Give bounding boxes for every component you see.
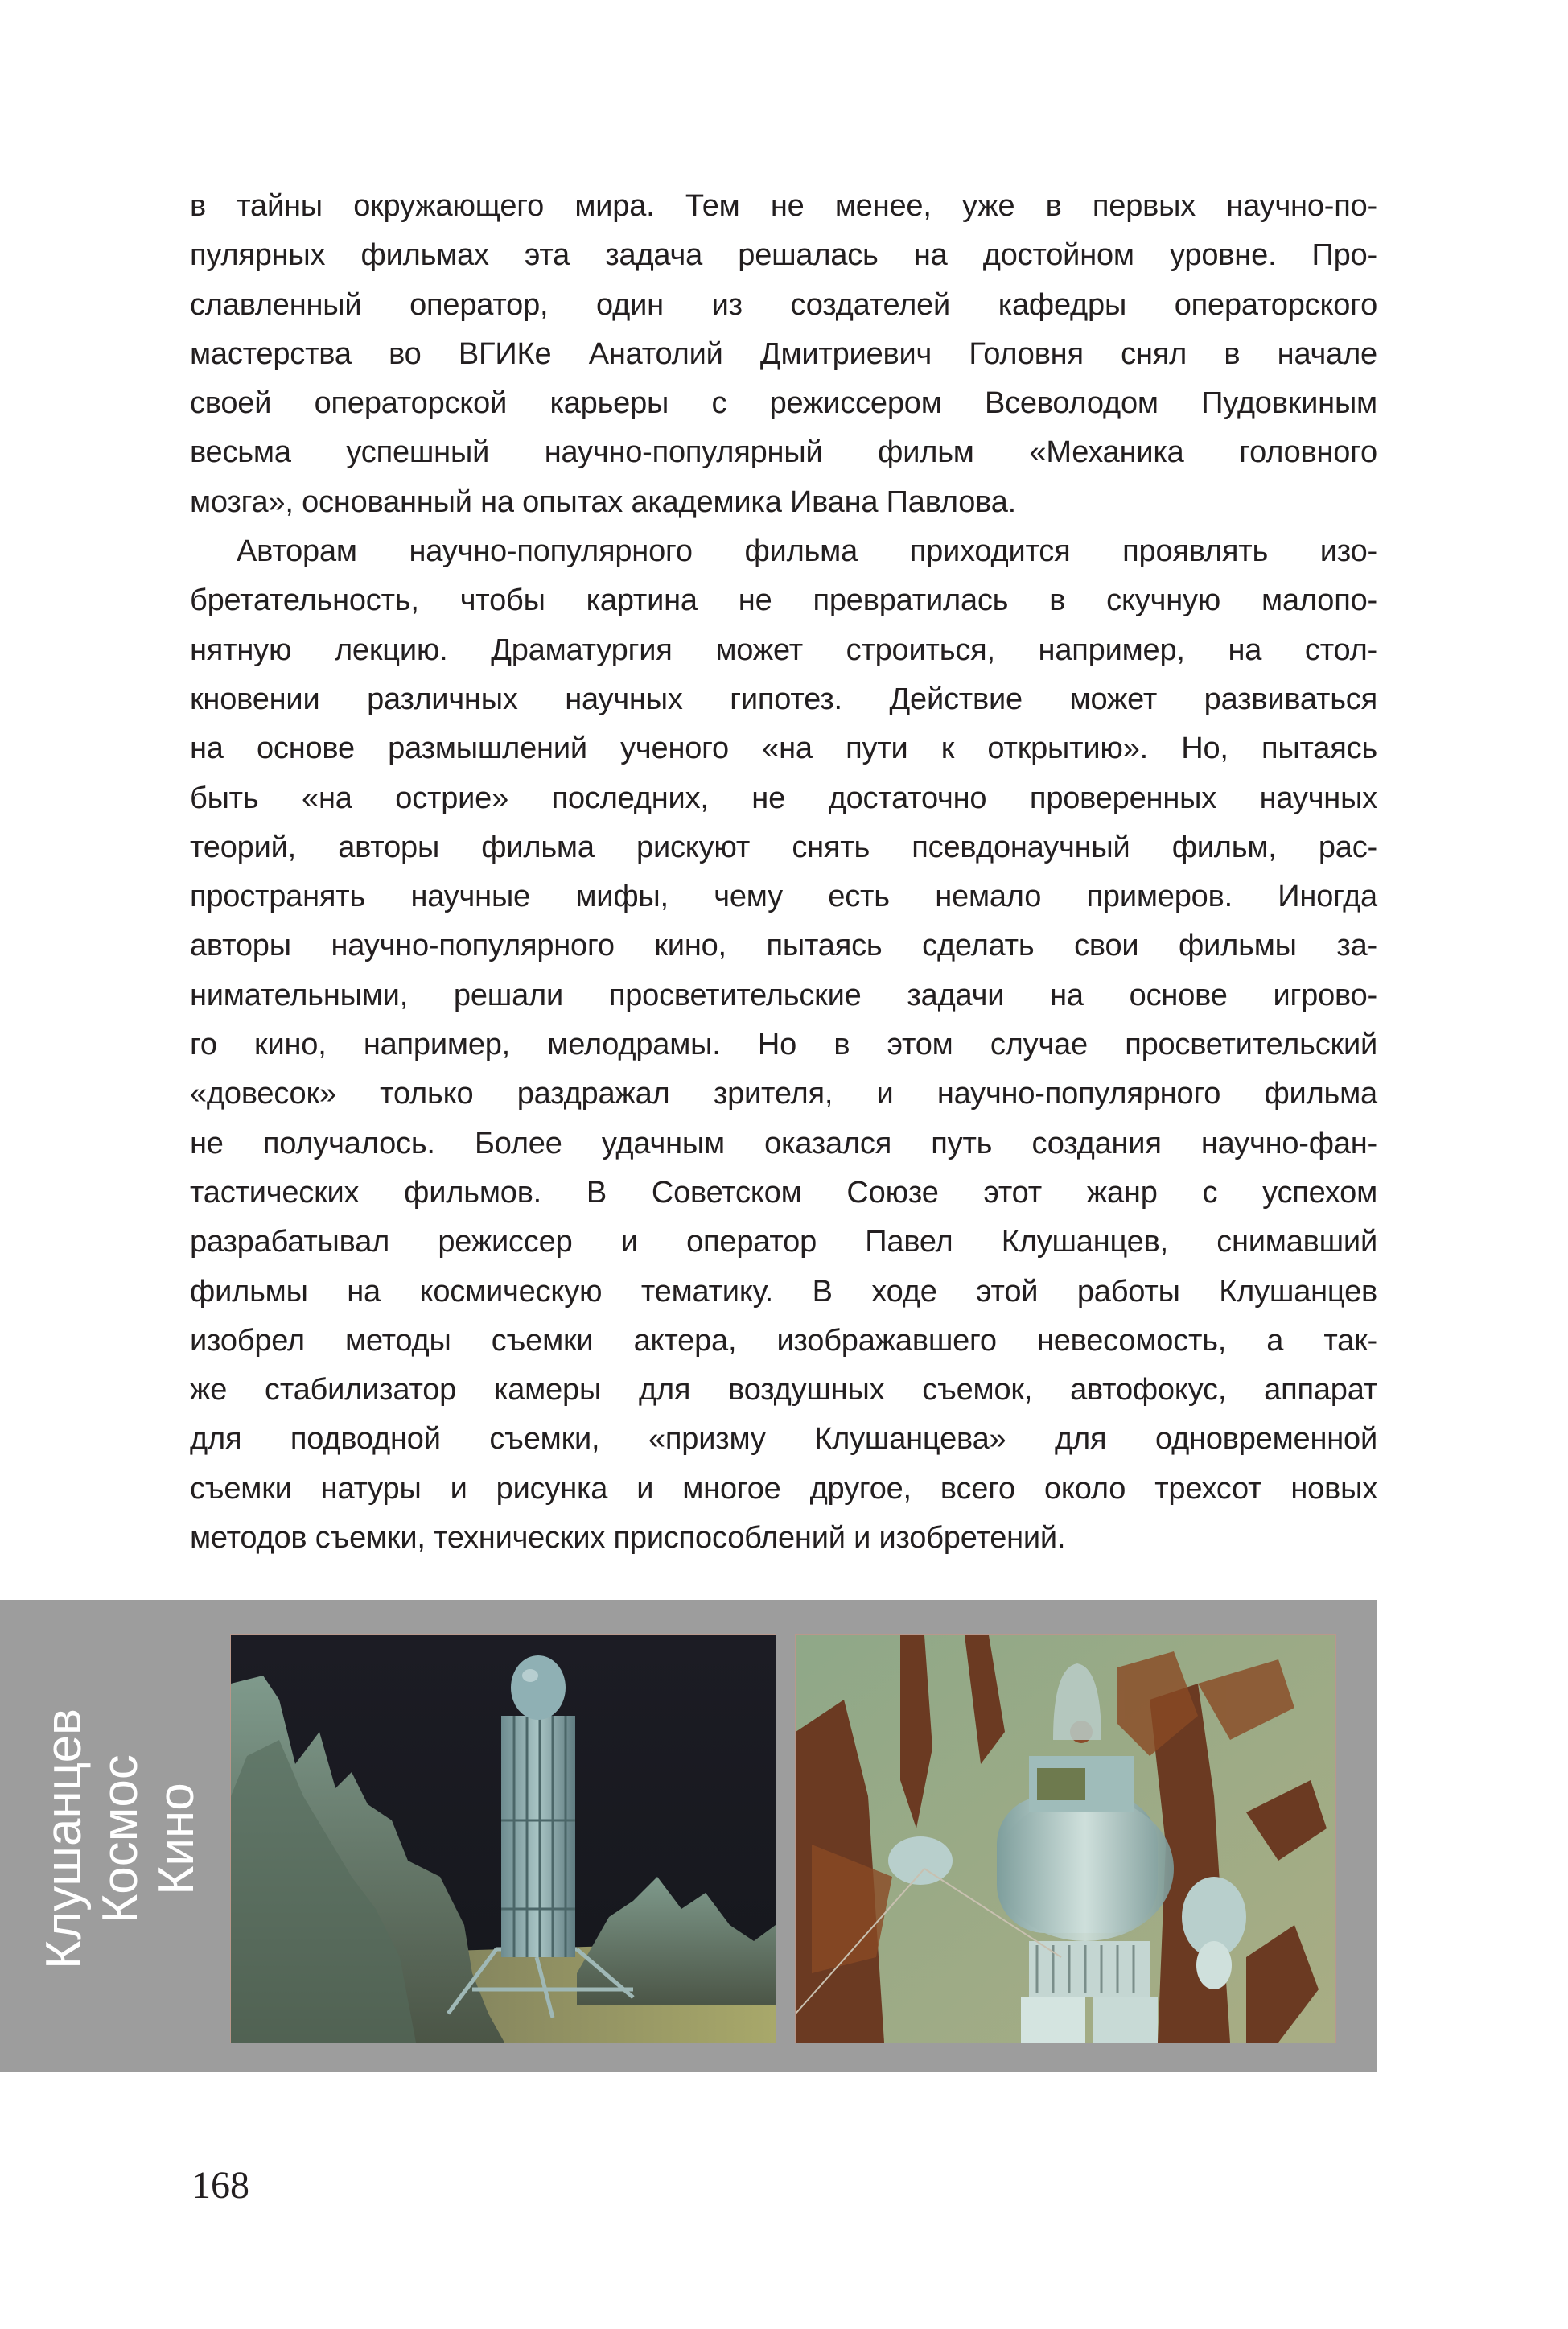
- text-line: «довесок» только раздражал зрителя, и научно-популярного фильма: [190, 1077, 1377, 1111]
- moon-lander-photo: [231, 1635, 776, 2043]
- text-line: мозга», основанный на опытах академика Ивана Павлова.: [190, 484, 1017, 519]
- text-line: весьма успешный научно-популярный фильм «Механика головного: [190, 435, 1377, 470]
- text-line: нятную лекцию. Драматургия может строиться, например, на стол-: [190, 633, 1377, 667]
- text-line: на основе размышлений ученого «на пути к открытию». Но, пытаясь: [190, 732, 1377, 766]
- body-text: [190, 182, 1377, 1563]
- text-line: тастических фильмов. В Советском Союзе этот жанр с успехом: [190, 1175, 1377, 1210]
- robot-photo: [796, 1635, 1335, 2043]
- text-line: методов съемки, технических приспособлений и изобретений.: [190, 1521, 1066, 1556]
- text-line: же стабилизатор камеры для воздушных съемок, автофокус, аппарат: [190, 1373, 1377, 1408]
- text-line: авторы научно-популярного кино, пытаясь сделать свои фильмы за-: [190, 929, 1377, 963]
- text-line: в тайны окружающего мира. Тем не менее, уже в первых научно-по-: [190, 189, 1377, 223]
- band-title: [32, 1650, 209, 2028]
- moon-lander-image: [231, 1635, 776, 2043]
- text-line: фильмы на космическую тематику. В ходе этой работы Клушанцев: [190, 1274, 1377, 1309]
- text-line: кновении различных научных гипотез. Действие может развиваться: [190, 682, 1377, 716]
- text-line: для подводной съемки, «призму Клушанцева» для одновременной: [190, 1422, 1377, 1457]
- text-line: съемки натуры и рисунка и многое другое, всего около трехсот новых: [190, 1471, 1377, 1506]
- text-line: мастерства во ВГИКе Анатолий Дмитриевич Головня снял в начале: [190, 336, 1377, 371]
- text-line: пространять научные мифы, чему есть немало примеров. Иногда: [190, 880, 1377, 914]
- text-line: изобрел методы съемки актера, изображавшего невесомость, а так-: [190, 1323, 1377, 1358]
- robot-image: [796, 1635, 1335, 2043]
- text-line: Авторам научно-популярного фильма приходится проявлять изо-: [237, 534, 1377, 569]
- text-line: разрабатывал режиссер и оператор Павел Клушанцев, снимавший: [190, 1225, 1377, 1259]
- text-line: славленный оператор, один из создателей кафедры операторского: [190, 287, 1377, 322]
- text-line: пулярных фильмах эта задача решалась на достойном уровне. Про-: [190, 238, 1377, 273]
- text-line: нимательными, решали просветительские задачи на основе игрово-: [190, 978, 1377, 1012]
- band-title-line: Кино: [149, 1783, 204, 1895]
- text-line: теорий, авторы фильма рискуют снять псевдонаучный фильм, рас-: [190, 830, 1377, 864]
- band-title-line: Космос: [93, 1754, 148, 1923]
- band-title-line: Клушанцев: [36, 1709, 92, 1969]
- text-line: не получалось. Более удачным оказался путь создания научно-фан-: [190, 1126, 1377, 1160]
- text-line: быть «на острие» последних, не достаточно проверенных научных: [190, 781, 1377, 815]
- text-line: го кино, например, мелодрамы. Но в этом случае просветительский: [190, 1028, 1377, 1062]
- page-number: 168: [191, 2164, 249, 2207]
- text-line: бретательность, чтобы картина не превратилась в скучную малопо-: [190, 583, 1377, 618]
- text-line: своей операторской карьеры с режиссером Всеволодом Пудовкиным: [190, 386, 1377, 421]
